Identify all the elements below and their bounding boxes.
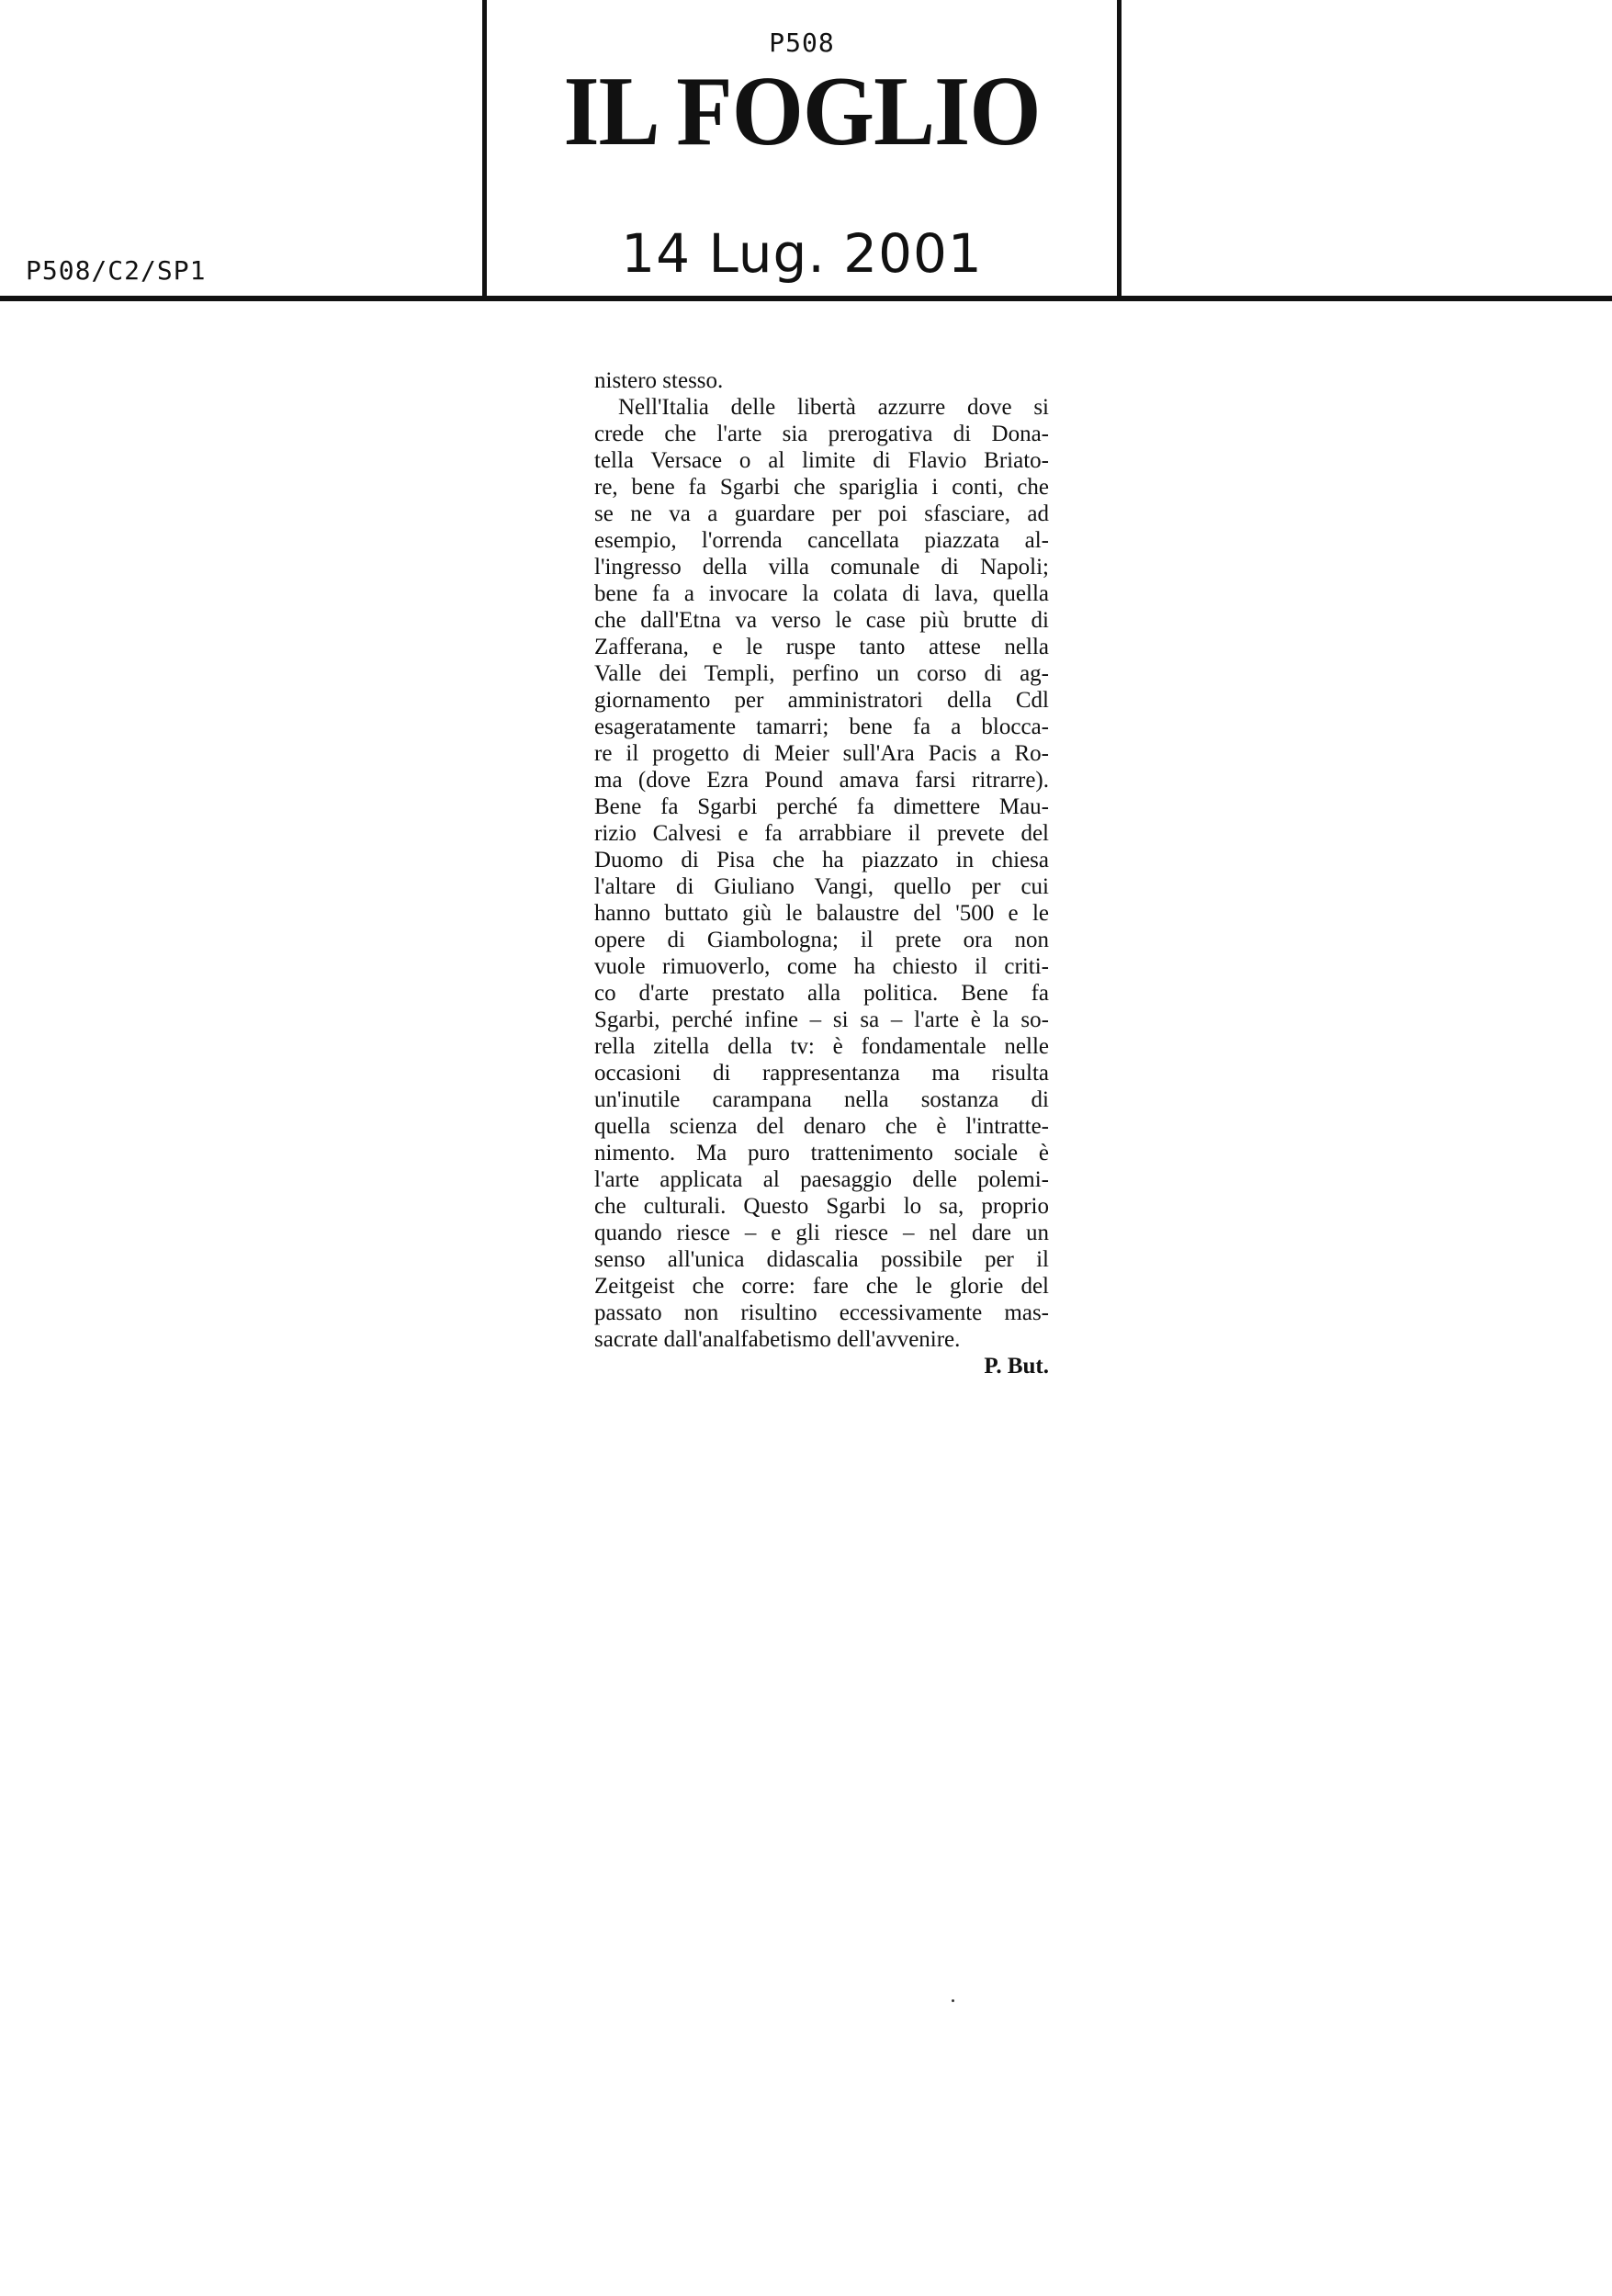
clipping-header xyxy=(0,0,1612,303)
article-line: occasioni di rappresentanza ma risulta xyxy=(594,1061,1049,1086)
article-line: l'altare di Giuliano Vangi, quello per cui xyxy=(594,874,1049,899)
article-line: Nell'Italia delle libertà azzurre dove si xyxy=(618,395,1049,420)
article-line: re, bene fa Sgarbi che spariglia i conti, che xyxy=(594,475,1049,500)
article-line: esageratamente tamarri; bene fa a blocca- xyxy=(594,715,1049,739)
article-line: opere di Giambologna; il prete ora non xyxy=(594,928,1049,952)
article-line: Sgarbi, perché infine – si sa – l'arte è la so- xyxy=(594,1007,1049,1032)
article-line: rizio Calvesi e fa arrabbiare il prevete del xyxy=(594,821,1049,846)
article-line: vuole rimuoverlo, come ha chiesto il criti- xyxy=(594,954,1049,979)
article-line: esempio, l'orrenda cancellata piazzata al- xyxy=(594,528,1049,553)
publication-date: 14 Lug. 2001 xyxy=(621,222,983,285)
article-line: l'arte applicata al paesaggio delle polemi- xyxy=(594,1167,1049,1192)
article-line: Bene fa Sgarbi perché fa dimettere Mau- xyxy=(594,794,1049,819)
header-rule xyxy=(0,296,1612,301)
article-line: Valle dei Templi, perfino un corso di ag- xyxy=(594,661,1049,686)
article-line: rella zitella della tv: è fondamentale nelle xyxy=(594,1034,1049,1059)
article-line: tella Versace o al limite di Flavio Briato- xyxy=(594,448,1049,473)
article-line: giornamento per amministratori della Cdl xyxy=(594,688,1049,713)
article-line: Zeitgeist che corre: fare che le glorie del xyxy=(594,1274,1049,1299)
article-line: che dall'Etna va verso le case più brutte di xyxy=(594,608,1049,633)
article-line: ma (dove Ezra Pound amava farsi ritrarre). xyxy=(594,768,1049,793)
article-line: hanno buttato giù le balaustre del '500 e le xyxy=(594,901,1049,926)
article-line: sacrate dall'analfabetismo dell'avvenire. xyxy=(594,1327,961,1352)
article-line: bene fa a invocare la colata di lava, quella xyxy=(594,581,1049,606)
article-line: quella scienza del denaro che è l'intratte- xyxy=(594,1114,1049,1139)
article-line: nimento. Ma puro trattenimento sociale è xyxy=(594,1141,1049,1165)
article-line: Duomo di Pisa che ha piazzato in chiesa xyxy=(594,848,1049,872)
article-line: senso all'unica didascalia possibile per il xyxy=(594,1247,1049,1272)
publication-code: P508 xyxy=(769,28,835,58)
article-line: passato non risultino eccessivamente mas- xyxy=(594,1300,1049,1325)
newspaper-masthead: IL FOGLIO xyxy=(563,57,1041,166)
scan-speck xyxy=(952,1999,954,2002)
article-line: se ne va a guardare per poi sfasciare, ad xyxy=(594,501,1049,526)
author-signature: P. But. xyxy=(984,1354,1049,1379)
archive-code: P508/C2/SP1 xyxy=(26,255,207,286)
article-line: l'ingresso della villa comunale di Napoli; xyxy=(594,555,1049,580)
article-line: crede che l'arte sia prerogativa di Dona- xyxy=(594,422,1049,446)
article-line: nistero stesso. xyxy=(594,368,724,393)
article-line: re il progetto di Meier sull'Ara Pacis a Ro- xyxy=(594,741,1049,766)
article-line: quando riesce – e gli riesce – nel dare un xyxy=(594,1221,1049,1245)
article-line: un'inutile carampana nella sostanza di xyxy=(594,1087,1049,1112)
header-divider-right xyxy=(1117,0,1122,301)
article-body xyxy=(594,367,1049,1379)
article-line: co d'arte prestato alla politica. Bene fa xyxy=(594,981,1049,1006)
article-line: Zafferana, e le ruspe tanto attese nella xyxy=(594,635,1049,659)
article-line: che culturali. Questo Sgarbi lo sa, proprio xyxy=(594,1194,1049,1219)
